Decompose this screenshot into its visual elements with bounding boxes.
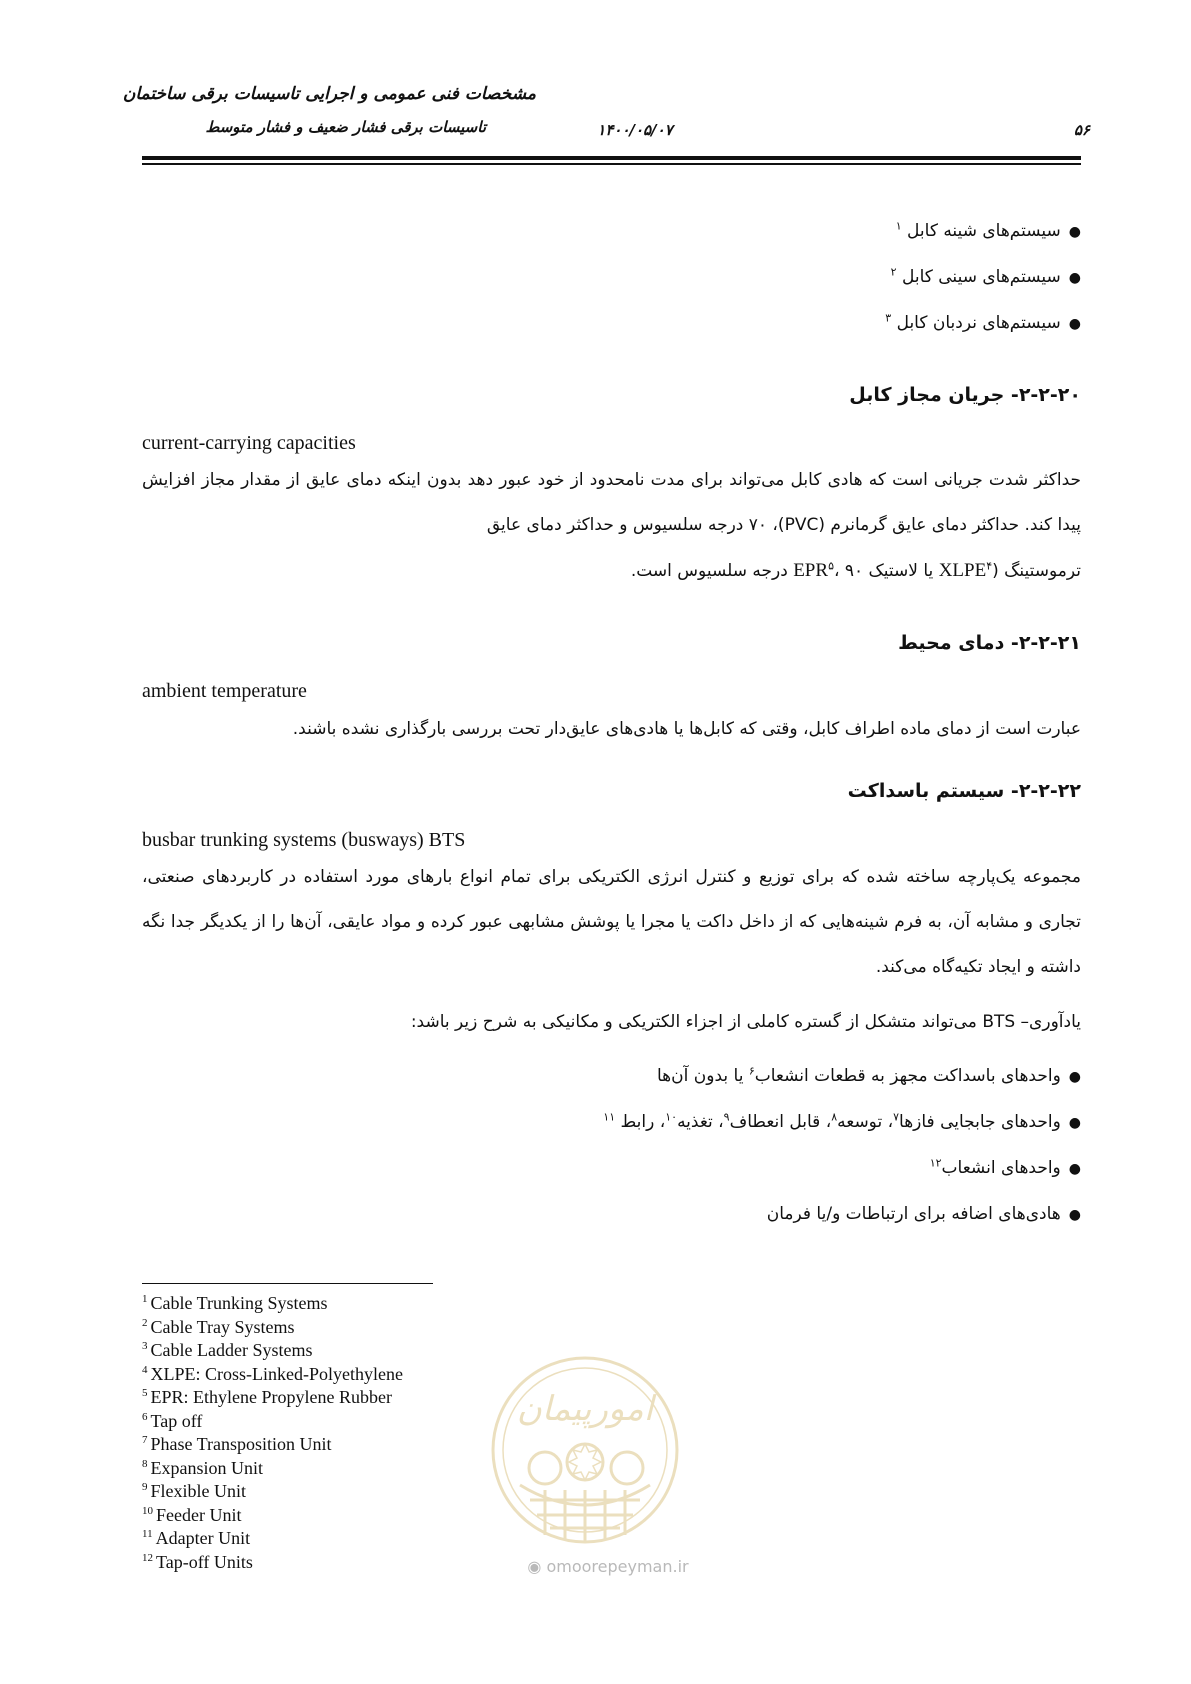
paragraph-text: ترموستینگ ( bbox=[992, 561, 1081, 581]
watermark-logo-icon: ◉ bbox=[527, 1557, 542, 1576]
footnote-item: $^5$ EPR: Ethylene Propylene Rubber bbox=[142, 1387, 392, 1407]
bullet-icon: ● bbox=[1068, 1161, 1081, 1177]
paragraph-text: حداکثر شدت جریانی است که هادی کابل می‌تواند برای مدت نامحدود از خود عبور دهد بدون اینکه دمای عایق از مقدار مجاز افزایش پیدا کند. حداکثر دمای عایق گرمانرم (PVC)، ۷۰ درجه سلسیوس و حداکثر دمای عایق bbox=[142, 470, 1081, 535]
section-english-term-21: ambient temperature bbox=[142, 680, 307, 702]
bullet-list-bts-components bbox=[381, 1053, 1081, 1237]
bullet-icon: ● bbox=[1068, 224, 1081, 240]
seal-text: امورپیمان bbox=[516, 1389, 654, 1429]
footnote-ref[interactable]: ۸ bbox=[831, 1110, 838, 1124]
footnote-ref[interactable]: ۷ bbox=[893, 1110, 900, 1124]
footnote-ref[interactable]: ۱۱ bbox=[603, 1110, 616, 1124]
bullet-icon: ● bbox=[1068, 270, 1081, 286]
page-number: ۵۶ bbox=[1073, 121, 1090, 139]
footnote-ref[interactable]: ۱ bbox=[895, 219, 902, 233]
term-epr: EPR bbox=[793, 560, 829, 581]
section-english-term-20: current-carrying capacities bbox=[142, 432, 356, 454]
footnote-ref[interactable]: ۶ bbox=[748, 1064, 755, 1078]
section-heading-22: ۲-۲-۲۲- سیستم باسداکت bbox=[847, 780, 1081, 802]
footnote-item: $^3$ Cable Ladder Systems bbox=[142, 1340, 313, 1360]
section-paragraph-21: عبارت است از دمای ماده اطراف کابل، وقتی که کابل‌ها یا هادی‌های عایق‌دار تحت بررسی بارگذاری نشده باشند. bbox=[292, 719, 1081, 739]
watermark-seal-icon bbox=[485, 1350, 685, 1560]
header-rule-thick bbox=[142, 156, 1081, 160]
footnote-item: $^9$ Flexible Unit bbox=[142, 1481, 246, 1501]
footnote-item: $^1$ Cable Trunking Systems bbox=[142, 1293, 328, 1313]
footnote-item: $^{11}$ Adapter Unit bbox=[142, 1528, 251, 1548]
footnote-ref[interactable]: ۱۰ bbox=[665, 1110, 678, 1124]
bullet-icon: ● bbox=[1068, 1115, 1081, 1131]
list-item: ●واحدهای انشعاب$^{۱۲}$ bbox=[381, 1145, 1081, 1191]
bullet-icon: ● bbox=[1068, 1069, 1081, 1085]
footnote-ref[interactable]: ۳ bbox=[885, 311, 892, 325]
section-heading-21: ۲-۲-۲۱- دمای محیط bbox=[898, 632, 1081, 654]
footnote-ref[interactable]: ۹ bbox=[723, 1110, 730, 1124]
paragraph-text: ، ۹۰ درجه سلسیوس است. bbox=[630, 561, 864, 581]
footnote-item: $^6$ Tap off bbox=[142, 1410, 203, 1431]
footnote-item: $^2$ Cable Tray Systems bbox=[142, 1316, 295, 1337]
section-note-22: یادآوری– BTS می‌تواند متشکل از گستره کاملی از اجزاء الکتریکی و مکانیکی به شرح زیر باشد: bbox=[410, 1012, 1081, 1032]
footnote-item: $^7$ Phase Transposition Unit bbox=[142, 1434, 332, 1454]
watermark-url: ◉ omoorepeyman.ir bbox=[527, 1557, 689, 1576]
footnote-item: $^{10}$ Feeder Unit bbox=[142, 1504, 242, 1525]
bullet-list-cable-systems bbox=[381, 208, 1081, 346]
footnote-separator bbox=[142, 1283, 433, 1284]
term-xlpe: XLPE bbox=[938, 560, 987, 581]
header-subtitle: تاسیسات برقی فشار ضعیف و فشار متوسط bbox=[205, 118, 486, 136]
paragraph-text: یا لاستیک bbox=[863, 561, 939, 581]
list-item: ●سیستم‌های نردبان کابل $^۳$ bbox=[381, 300, 1081, 346]
list-item: ●سیستم‌های شینه کابل $^۱$ bbox=[381, 208, 1081, 254]
list-item: ●واحدهای جابجایی فازها$^۷$، توسعه$^۸$، قابل انعطاف$^۹$، تغذیه$^{۱۰}$، رابط $^{۱۱}$ bbox=[381, 1099, 1081, 1145]
footnote-item: $^8$ Expansion Unit bbox=[142, 1457, 263, 1478]
section-paragraph-22: مجموعه یک‌پارچه ساخته شده که برای توزیع و کنترل انرژی الکتریکی برای تمام انواع بارهای مورد استفاده در کاربردهای صنعتی، تجاری و مشابه آن، به فرم شینه‌هایی که از داخل داکت یا مجرا یا پوشش مشابهی عبور کرده و مواد عایقی، آن‌ها را از یکدیگر جدا نگه داشته و ایجاد تکیه‌گاه می‌کند. bbox=[142, 867, 1081, 977]
list-item: ●هادی‌های اضافه برای ارتباطات و/یا فرمان bbox=[381, 1191, 1081, 1237]
footnote-ref[interactable]: ۴ bbox=[986, 559, 993, 573]
bullet-icon: ● bbox=[1068, 316, 1081, 332]
list-item: ●واحدهای باسداکت مجهز به قطعات انشعاب$^۶$ یا بدون آن‌ها bbox=[381, 1053, 1081, 1099]
footnote-ref[interactable]: ۱۲ bbox=[929, 1156, 942, 1170]
footnote-item: $^4$ XLPE: Cross-Linked-Polyethylene bbox=[142, 1363, 403, 1384]
header-title: مشخصات فنی عمومی و اجرایی تاسیسات برقی ساختمان bbox=[122, 84, 536, 104]
footnote-ref[interactable]: ۵ bbox=[828, 559, 834, 573]
footnote-item: $^{12}$ Tap-off Units bbox=[142, 1551, 253, 1572]
section-heading-20: ۲-۲-۲۰- جریان مجاز کابل bbox=[849, 384, 1081, 406]
list-item: ●سیستم‌های سینی کابل $^۲$ bbox=[381, 254, 1081, 300]
section-paragraph-20 bbox=[142, 458, 1081, 594]
bullet-icon: ● bbox=[1068, 1207, 1081, 1223]
footnote-ref[interactable]: ۲ bbox=[890, 265, 897, 279]
header-date: ۱۴۰۰/۰۵/۰۷ bbox=[597, 121, 673, 139]
section-english-term-22: busbar trunking systems (busways) BTS bbox=[142, 829, 466, 851]
header-rule-thin bbox=[142, 163, 1081, 165]
